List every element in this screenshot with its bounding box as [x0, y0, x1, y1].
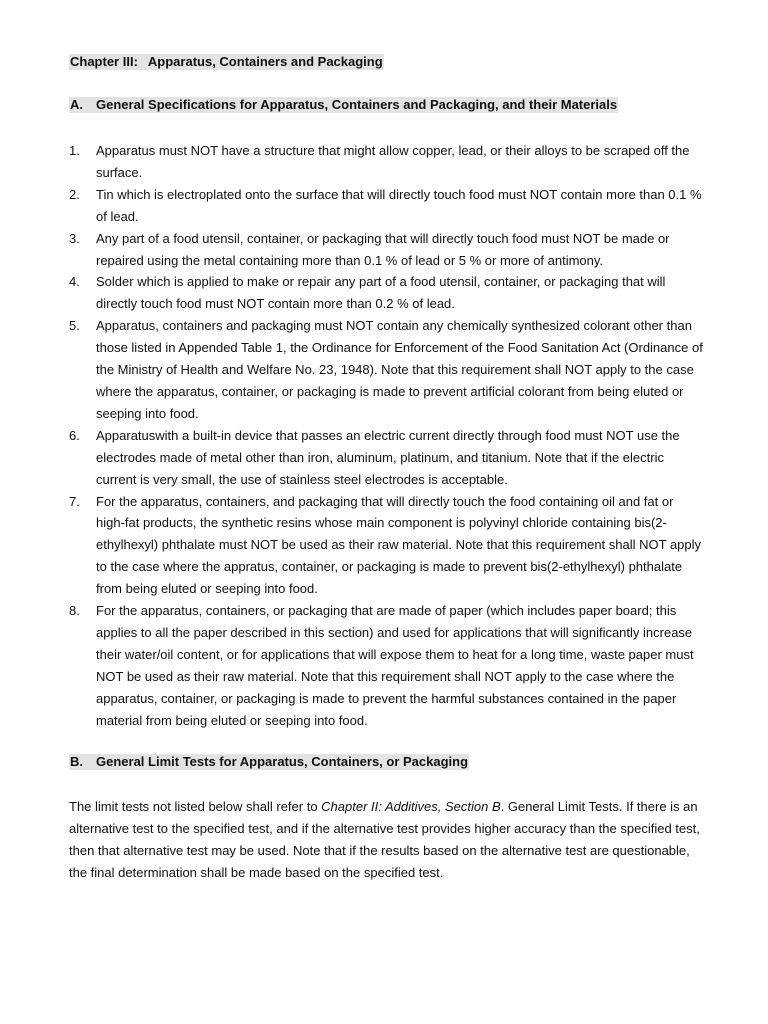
list-item	[69, 228, 703, 272]
list-item-text: For the apparatus, containers, and packaging that will directly touch the food containing oil and fat or high-fat products, the synthetic resins whose main component is polyvinyl chloride containing bis(2-ethylhexyl) phthalate must NOT be used as their raw material. Note that this requirement shall NOT apply to the case where the appratus, container, or packaging is made to prevent bis(2-ethylhexyl) phthalate from being eluted or seeping into food.	[96, 493, 702, 597]
list-item-number: 1.	[69, 143, 80, 158]
list-item-number: 3.	[69, 230, 80, 246]
intro-text-start: The limit tests not listed below shall refer to	[69, 799, 322, 814]
list-item-text: Solder which is applied to make or repair any part of a food utensil, container, or packaging that will directly touch food must NOT contain more than 0.2 % of lead.	[96, 274, 666, 312]
section-b-intro-paragraph	[69, 796, 705, 884]
list-item-text: Apparatus must NOT have a structure that might allow copper, lead, or their alloys to be scraped off the surface.	[96, 143, 690, 180]
intro-text-end: . General Limit Tests. If there is an alternative test to the specified test, and if the alternative test provides higher accuracy than the specified test, then that alternative test may be used. Note that if the results based on the alternative test are questionable, the final determination shall be made based on the specified test.	[69, 799, 700, 880]
list-item	[69, 271, 703, 315]
list-item-text: For the apparatus, containers, or packaging that are made of paper (which includes paper board; this applies to all the paper described in this section) and used for applications that will significantly increase their water/oil content, or for applications that will expose them to heat for a long time, waste paper must NOT be used as their raw material. Note that this requirement shall NOT apply to the case where the apparatus, container, or packaging is made to prevent the harmful substances contained in the paper material from being eluted or seeping into food.	[96, 603, 694, 728]
section-b-letter: B.	[70, 754, 83, 769]
list-item-text: Apparatuswith a built-in device that passes an electric current directly through food must NOT use the electrodes made of metal other than iron, aluminum, platinum, and titanium. Note that if the electric current is very small, the use of stainless steel electrodes is acceptable.	[96, 427, 680, 487]
specifications-list	[69, 140, 703, 731]
list-item	[69, 315, 703, 425]
list-item-number: 8.	[69, 603, 80, 619]
list-item-number: 7.	[69, 493, 80, 509]
chapter-number: Chapter III:	[70, 54, 138, 69]
list-item	[69, 491, 703, 601]
list-item	[69, 600, 703, 731]
list-item	[69, 140, 703, 184]
chapter-reference: Chapter II: Additives, Section B	[321, 799, 501, 814]
list-item	[69, 184, 703, 228]
section-a-heading	[69, 97, 618, 113]
list-item-text: Any part of a food utensil, container, or packaging that will directly touch food must NOT be made or repaired using the metal containing more than 0.1 % of lead or 5 % or more of antimony.	[96, 230, 670, 268]
list-item-number: 2.	[69, 186, 80, 202]
list-item-text: Apparatus, containers and packaging must NOT contain any chemically synthesized colorant other than those listed in Appended Table 1, the Ordinance for Enforcement of the Food Sanitation Act (Ordinance of the Ministry of Health and Welfare No. 23, 1948). Note that this requirement shall NOT apply to the case where the apparatus, container, or packaging is made to prevent artificial colorant from being eluted or seeping into food.	[96, 318, 703, 421]
list-item-text: Tin which is electroplated onto the surface that will directly touch food must NOT contain more than 0.1 % of lead.	[96, 186, 702, 224]
section-a-letter: A.	[70, 97, 83, 112]
list-item	[69, 425, 703, 491]
list-item-number: 5.	[69, 318, 80, 334]
section-b-heading	[69, 754, 469, 770]
chapter-heading	[69, 54, 384, 70]
chapter-title: Apparatus, Containers and Packaging	[147, 54, 383, 69]
section-b-title: General Limit Tests for Apparatus, Containers, or Packaging	[96, 754, 469, 769]
list-item-number: 6.	[69, 427, 80, 443]
list-item-number: 4.	[69, 274, 80, 290]
section-a-title: General Specifications for Apparatus, Containers and Packaging, and their Materials	[96, 97, 618, 112]
